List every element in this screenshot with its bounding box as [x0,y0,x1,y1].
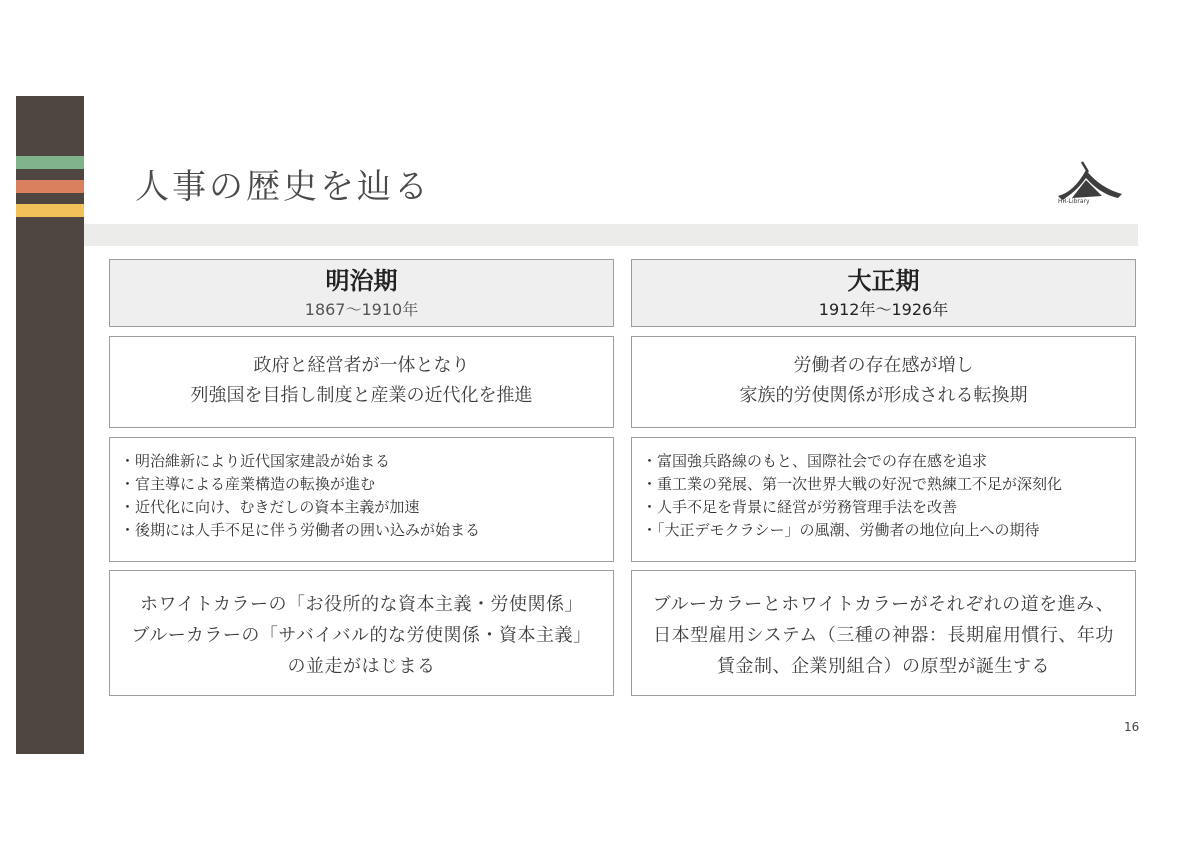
bullet-item: ・ 官主導による産業構造の転換が進む [120,473,613,496]
era-summary [631,336,1136,428]
logo-text: HR-Library [1058,198,1090,205]
title-band [84,224,1138,246]
summary-line: 労働者の存在感が増し [793,355,974,376]
era-result [109,570,614,696]
era-name: 大正期 [847,267,920,295]
bullet-item: ・ 重工業の発展、第一次世界大戦の好況で熟練工不足が深刻化 [642,473,1135,496]
bullet-item: ・ 人手不足を背景に経営が労務管理手法を改善 [642,496,1135,519]
result-line: ホワイトカラーの「お役所的な資本主義・労使関係」 [140,594,583,615]
stripe-green [16,156,84,169]
result-line: ブルーカラーの「サバイバル的な労使関係・資本主義」 [131,625,592,646]
bullet-item: ・ 富国強兵路線のもと、国際社会での存在感を追求 [642,450,1135,473]
bullet-item: ・ 後期には人手不足に伴う労働者の囲い込みが始まる [120,519,613,542]
result-line: ブルーカラーとホワイトカラーがそれぞれの道を進み、 [652,594,1115,615]
era-years: 1867〜1910年 [304,300,419,319]
bullet-item: ・ 近代化に向け、むきだしの資本主義が加速 [120,496,613,519]
page-number: 16 [1124,720,1140,734]
summary-line: 列強国を目指し制度と産業の近代化を推進 [190,385,533,406]
page-title: 人事の歴史を辿る [135,167,431,207]
era-bullets [631,437,1136,562]
era-header [631,259,1136,327]
era-header [109,259,614,327]
summary-line: 政府と経営者が一体となり [253,355,470,376]
bullet-item: ・ 明治維新により近代国家建設が始まる [120,450,613,473]
era-name: 明治期 [325,267,398,295]
result-line: の並走がはじまる [287,656,436,677]
result-line: 日本型雇用システム（三種の神器：長期雇用慣行、年功 [653,625,1114,646]
result-line: 賃金制、企業別組合）の原型が誕生する [717,656,1050,677]
era-summary [109,336,614,428]
bullet-item: ・ 「大正デモクラシー」の風潮、労働者の地位向上への期待 [642,519,1135,542]
sidebar-decoration [16,96,84,754]
stripe-yellow [16,204,84,217]
summary-line: 家族的労使関係が形成される転換期 [739,385,1028,406]
era-bullets [109,437,614,562]
stripe-orange [16,180,84,193]
era-years: 1912年〜1926年 [818,300,949,319]
era-result [631,570,1136,696]
